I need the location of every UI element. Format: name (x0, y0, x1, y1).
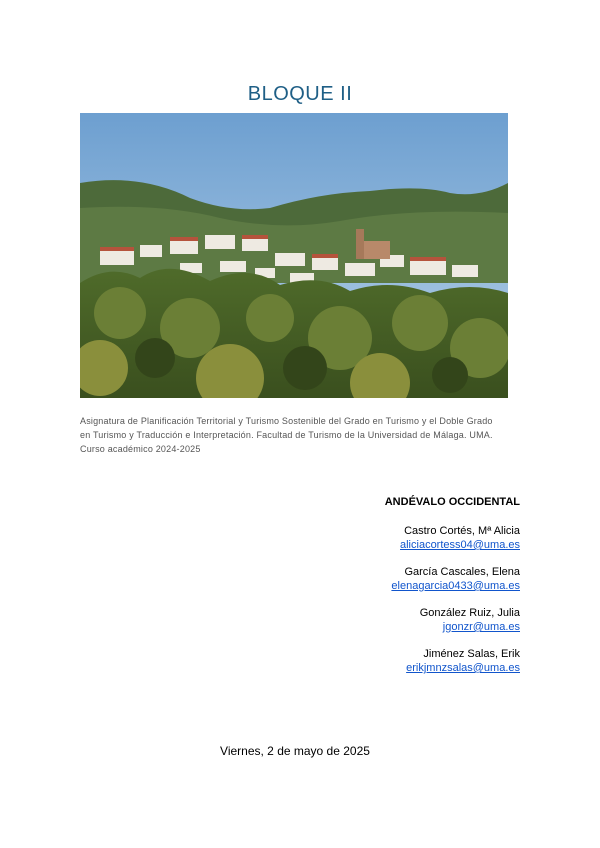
caption-line: en Turismo y Traducción e Interpretación. Facultad de Turismo de la Universidad de Málaga. UMA. (80, 430, 493, 440)
author-email-link[interactable]: aliciacortess04@uma.es (400, 539, 520, 551)
author-name: García Cascales, Elena (404, 566, 520, 578)
caption (80, 414, 524, 456)
author-entry (220, 565, 520, 593)
author-entry (220, 524, 520, 552)
author-name: Jiménez Salas, Erik (423, 648, 520, 660)
author-email-link[interactable]: elenagarcia0433@uma.es (391, 580, 520, 592)
author-email-link[interactable]: erikjmnzsalas@uma.es (406, 662, 520, 674)
author-name: Castro Cortés, Mª Alicia (404, 525, 520, 537)
author-entry (220, 647, 520, 675)
caption-line: Asignatura de Planificación Territorial y Turismo Sostenible del Grado en Turismo y el Doble Grado (80, 416, 493, 426)
author-email-link[interactable]: jgonzr@uma.es (442, 621, 520, 633)
date: Viernes, 2 de mayo de 2025 (220, 744, 370, 758)
authors-block (220, 496, 520, 688)
caption-line: Curso académico 2024-2025 (80, 444, 201, 454)
group-title: ANDÉVALO OCCIDENTAL (384, 496, 520, 508)
landscape-photo-icon (80, 113, 508, 398)
page-title: BLOQUE II (247, 83, 353, 105)
author-name: González Ruiz, Julia (419, 607, 520, 619)
author-entry (220, 606, 520, 634)
cover-photo (80, 113, 508, 398)
